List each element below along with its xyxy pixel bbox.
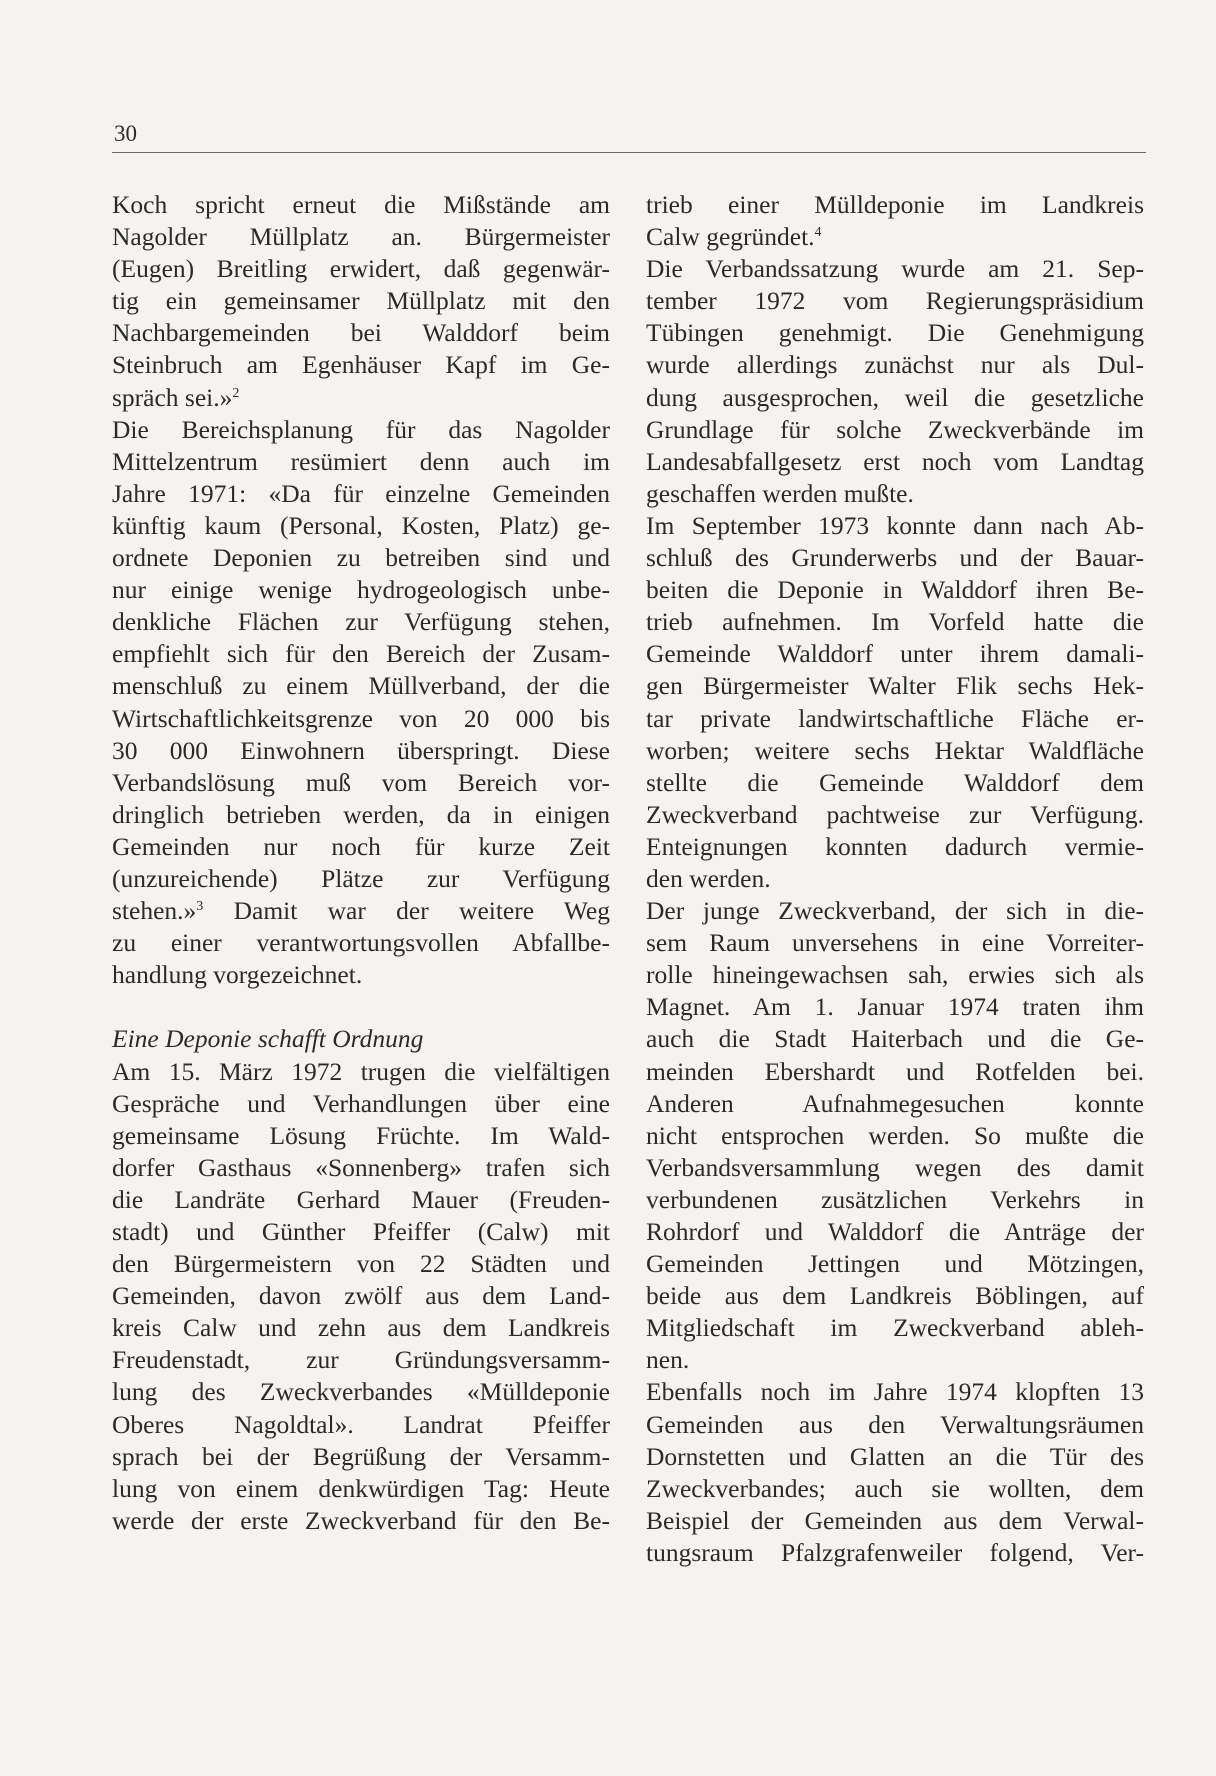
text-line: beiten die Deponie in Walddorf ihren Be-	[646, 575, 1144, 605]
text-line: werde der erste Zweckverband für den Be-	[112, 1505, 610, 1535]
text-line: stadt) und Günther Pfeiffer (Calw) mit	[112, 1217, 610, 1246]
text-line: Gemeinde Walddorf unter ihrem damali-	[646, 639, 1144, 669]
text-line: Zweckverbandes; auch sie wollten, dem	[646, 1473, 1144, 1503]
text-line: Gemeinden, davon zwölf aus dem Land-	[112, 1281, 610, 1311]
text-line: Mittelzentrum resümiert denn auch im	[112, 446, 610, 476]
text-line: dorfer Gasthaus «Sonnenberg» trafen sich	[112, 1152, 610, 1182]
right-column	[646, 189, 1144, 1569]
text-line: wurde allerdings zunächst nur als Dul-	[646, 350, 1144, 380]
text-line: Zweckverband pachtweise zur Verfügung.	[646, 799, 1144, 829]
text-line: dung ausgesprochen, weil die gesetzliche	[646, 382, 1144, 412]
page-number: 30	[114, 121, 137, 146]
text-line: Mitgliedschaft im Zweckverband ableh-	[646, 1313, 1144, 1343]
text-line: ordnete Deponien zu betreiben sind und	[112, 543, 610, 573]
text-line: nicht entsprochen werden. So mußte die	[646, 1120, 1144, 1150]
text-line: gemeinsame Lösung Früchte. Im Wald-	[112, 1120, 610, 1150]
text-line: rolle hineingewachsen sah, erwies sich als	[646, 960, 1144, 990]
text-line: zu einer verantwortungsvollen Abfallbe-	[112, 928, 610, 958]
text-line: Im September 1973 konnte dann nach Ab-	[646, 510, 1144, 540]
text-line: Jahre 1971: «Da für einzelne Gemeinden	[112, 478, 610, 508]
text-line: tig ein gemeinsamer Müllplatz mit den	[112, 286, 610, 316]
text-line: geschaffen werden mußte.	[646, 478, 914, 508]
text-line: nen.	[646, 1345, 690, 1375]
text-line: schluß des Grunderwerbs und der Bauar-	[646, 543, 1144, 573]
text-line: nur einige wenige hydrogeologisch unbe-	[112, 575, 610, 605]
text-line: Verbandslösung muß vom Bereich vor-	[112, 767, 610, 797]
text-line	[646, 221, 1144, 253]
footnote-ref: 3	[196, 899, 204, 915]
text-line: tar private landwirtschaftliche Fläche er-	[646, 703, 1144, 733]
text-line: Nachbargemeinden bei Walddorf beim	[112, 318, 610, 348]
text-line: Oberes Nagoldtal». Landrat Pfeiffer	[112, 1409, 610, 1439]
text-line: verbundenen zusätzlichen Verkehrs in	[646, 1184, 1144, 1214]
text-line: Gemeinden aus den Verwaltungsräumen	[646, 1409, 1144, 1439]
text-line: Die Bereichsplanung für das Nagolder	[112, 414, 610, 444]
text-line: (unzureichende) Plätze zur Verfügung	[112, 863, 610, 893]
text-line: Tübingen genehmigt. Die Genehmigung	[646, 318, 1144, 348]
text-line: Koch spricht erneut die Mißstände am	[112, 190, 610, 219]
text-line: sem Raum unversehens in eine Vorreiter-	[646, 928, 1144, 958]
text-line: Wirtschaftlichkeitsgrenze von 20 000 bis	[112, 703, 610, 733]
text-line: 30 000 Einwohnern überspringt. Diese	[112, 735, 610, 765]
text-line: Verbandsversammlung wegen des damit	[646, 1152, 1144, 1182]
text-line-content: Damit war der weitere Weg	[203, 896, 610, 926]
text-line: gen Bürgermeister Walter Flik sechs Hek-	[646, 671, 1144, 701]
text-line: die Landräte Gerhard Mauer (Freuden-	[112, 1184, 610, 1214]
text-line: Gemeinden nur noch für kurze Zeit	[112, 831, 610, 861]
text-line: Freudenstadt, zur Gründungsversamm-	[112, 1345, 610, 1375]
footnote-ref: 4	[814, 225, 822, 241]
text-line: sprach bei der Begrüßung der Versamm-	[112, 1441, 610, 1471]
text-line: tember 1972 vom Regierungspräsidium	[646, 286, 1144, 316]
text-line: (Eugen) Breitling erwidert, daß gegenwär-	[112, 254, 610, 284]
text-line-content: Calw gegründet.	[646, 222, 815, 252]
text-line: meinden Ebershardt und Rotfelden bei.	[646, 1056, 1144, 1086]
text-line: kreis Calw und zehn aus dem Landkreis	[112, 1313, 610, 1343]
text-line: trieb einer Mülldeponie im Landkreis	[646, 190, 1144, 219]
text-line: tungsraum Pfalzgrafenweiler folgend, Ver-	[646, 1537, 1144, 1567]
text-line: denkliche Flächen zur Verfügung stehen,	[112, 607, 610, 637]
text-line-content: stehen.»	[112, 896, 197, 926]
text-line: Nagolder Müllplatz an. Bürgermeister	[112, 222, 610, 252]
text-line: lung des Zweckverbandes «Mülldeponie	[112, 1377, 610, 1407]
text-line: Landesabfallgesetz erst noch vom Landtag	[646, 446, 1144, 476]
text-line: lung von einem denkwürdigen Tag: Heute	[112, 1473, 610, 1503]
header-rule	[112, 152, 1146, 153]
text-line	[112, 895, 610, 927]
text-line: den werden.	[646, 863, 771, 893]
text-line: Der junge Zweckverband, der sich in die-	[646, 896, 1144, 926]
text-line: Ebenfalls noch im Jahre 1974 klopften 13	[646, 1377, 1144, 1407]
text-line: Am 15. März 1972 trugen die vielfältigen	[112, 1056, 610, 1086]
text-line: Gespräche und Verhandlungen über eine	[112, 1088, 610, 1118]
text-line: Die Verbandssatzung wurde am 21. Sep-	[646, 254, 1144, 284]
text-line: dringlich betrieben werden, da in einigen	[112, 799, 610, 829]
text-line-content: spräch sei.»	[112, 382, 233, 412]
text-line: Dornstetten und Glatten an die Tür des	[646, 1441, 1144, 1471]
text-line: Anderen Aufnahmegesuchen konnte	[646, 1088, 1144, 1118]
text-line: worben; weitere sechs Hektar Waldfläche	[646, 735, 1144, 765]
text-line: beide aus dem Landkreis Böblingen, auf	[646, 1281, 1144, 1311]
footnote-ref: 2	[232, 385, 240, 401]
text-line: Steinbruch am Egenhäuser Kapf im Ge-	[112, 350, 610, 380]
text-line: Gemeinden Jettingen und Mötzingen,	[646, 1249, 1144, 1279]
text-line: Enteignungen konnten dadurch vermie-	[646, 831, 1144, 861]
text-line: Beispiel der Gemeinden aus dem Verwal-	[646, 1505, 1144, 1535]
left-column	[112, 189, 610, 1537]
text-line	[112, 382, 610, 414]
text-line: stellte die Gemeinde Walddorf dem	[646, 767, 1144, 797]
section-heading: Eine Deponie schafft Ordnung	[112, 1024, 424, 1054]
text-line: künftig kaum (Personal, Kosten, Platz) ge-	[112, 510, 610, 540]
text-line: den Bürgermeistern von 22 Städten und	[112, 1249, 610, 1279]
text-line: Magnet. Am 1. Januar 1974 traten ihm	[646, 992, 1144, 1022]
text-line: handlung vorgezeichnet.	[112, 960, 363, 990]
text-line: auch die Stadt Haiterbach und die Ge-	[646, 1024, 1144, 1054]
text-line: menschluß zu einem Müllverband, der die	[112, 671, 610, 701]
text-line: empfiehlt sich für den Bereich der Zusam-	[112, 639, 610, 669]
text-line: Rohrdorf und Walddorf die Anträge der	[646, 1217, 1144, 1246]
text-line: trieb aufnehmen. Im Vorfeld hatte die	[646, 607, 1144, 637]
paragraph-gap	[112, 991, 610, 1023]
text-line: Grundlage für solche Zweckverbände im	[646, 414, 1144, 444]
